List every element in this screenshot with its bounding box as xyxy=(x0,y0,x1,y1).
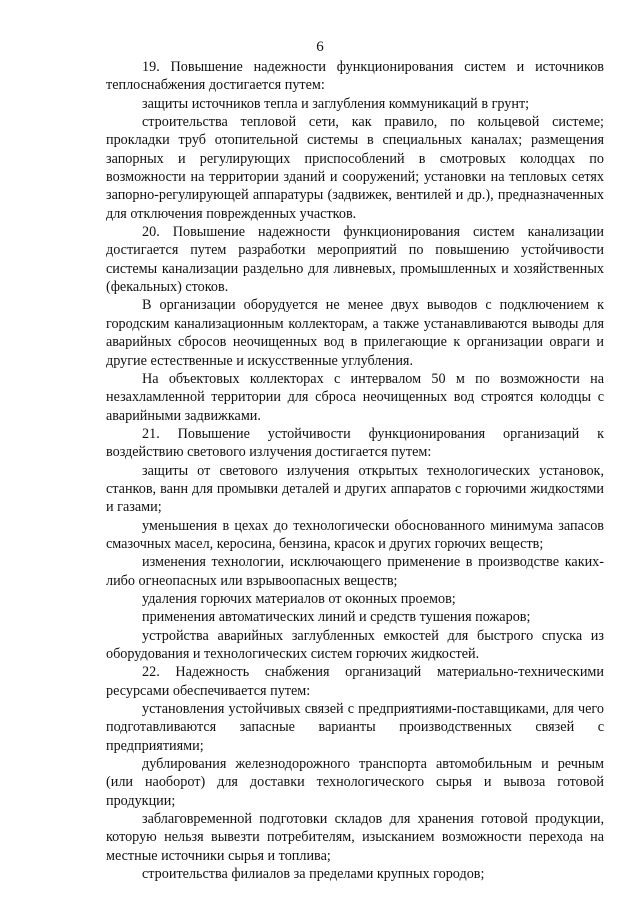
list-item: уменьшения в цехах до технологически обоснованного минимума запасов смазочных масел, керосина, бензина, красок и других горючих веществ; xyxy=(106,517,604,552)
paragraph: В организации оборудуется не менее двух выводов с подключением к городским канализационным коллекторам, а также устанавливаются выводы для аварийных сбросов неочищенных вод в прилегающие к организации овраги и другие естественные и искусственные углубления. xyxy=(106,297,604,369)
document-body xyxy=(106,58,604,883)
list-item: удаления горючих материалов от оконных проемов; xyxy=(142,590,456,607)
paragraph: На объектовых коллекторах с интервалом 50 м по возможности на незахламленной территории для сброса неочищенных вод строятся колодцы с аварийными задвижками. xyxy=(106,370,604,424)
paragraph-19-heading: 19. Повышение надежности функционирования систем и источников теплоснабжения достигается путем: xyxy=(106,59,604,94)
page-number: 6 xyxy=(316,39,324,55)
list-item: установления устойчивых связей с предприятиями-поставщиками, для чего подготавливаются запасные варианты производственных связей с предприятиями; xyxy=(106,701,604,754)
paragraph-20-heading: 20. Повышение надежности функционирования систем канализации достигается путем разработки мероприятий по повышению устойчивости системы канализации раздельно для ливневых, промышленных и хозяйственных (фекальных) стоков. xyxy=(106,224,604,296)
list-item: заблаговременной подготовки складов для хранения готовой продукции, которую нельзя вывезти потребителям, изысканием возможности перехода на местные источники сырья и топлива; xyxy=(106,811,604,864)
list-item: строительства тепловой сети, как правило, по кольцевой системе; прокладки труб отопительной системы в специальных каналах; размещения запорных и регулирующих приспособлений в смотровых колодцах по возможности на территории зданий и сооружений; установки на тепловых сетях запорно-регулирующей аппаратуры (задвижек, вентилей и др.), предназначенных для отключения поврежденных участков. xyxy=(106,114,604,222)
list-item: защиты от светового излучения открытых технологических установок, станков, ванн для промывки деталей и других аппаратов с горючими жидкостями и газами; xyxy=(106,462,604,516)
list-item: устройства аварийных заглубленных емкостей для быстрого спуска из оборудования и технологических систем горючих жидкостей. xyxy=(106,627,604,662)
paragraph-21-heading: 21. Повышение устойчивости функционирования организаций к воздействию светового излучения достигается путем: xyxy=(106,425,604,461)
paragraph-22-heading: 22. Надежность снабжения организаций материально-техническими ресурсами обеспечивается путем: xyxy=(106,664,604,699)
list-item: строительства филиалов за пределами крупных городов; xyxy=(142,866,485,883)
list-item: изменения технологии, исключающего применение в производстве каких-либо огнеопасных или взрывоопасных веществ; xyxy=(106,554,604,589)
list-item: защиты источников тепла и заглубления коммуникаций в грунт; xyxy=(142,95,530,112)
list-item: дублирования железнодорожного транспорта автомобильным и речным (или наоборот) для доставки технологического сырья и вывоза готовой продукции; xyxy=(106,756,604,809)
list-item: применения автоматических линий и средств тушения пожаров; xyxy=(142,609,531,626)
